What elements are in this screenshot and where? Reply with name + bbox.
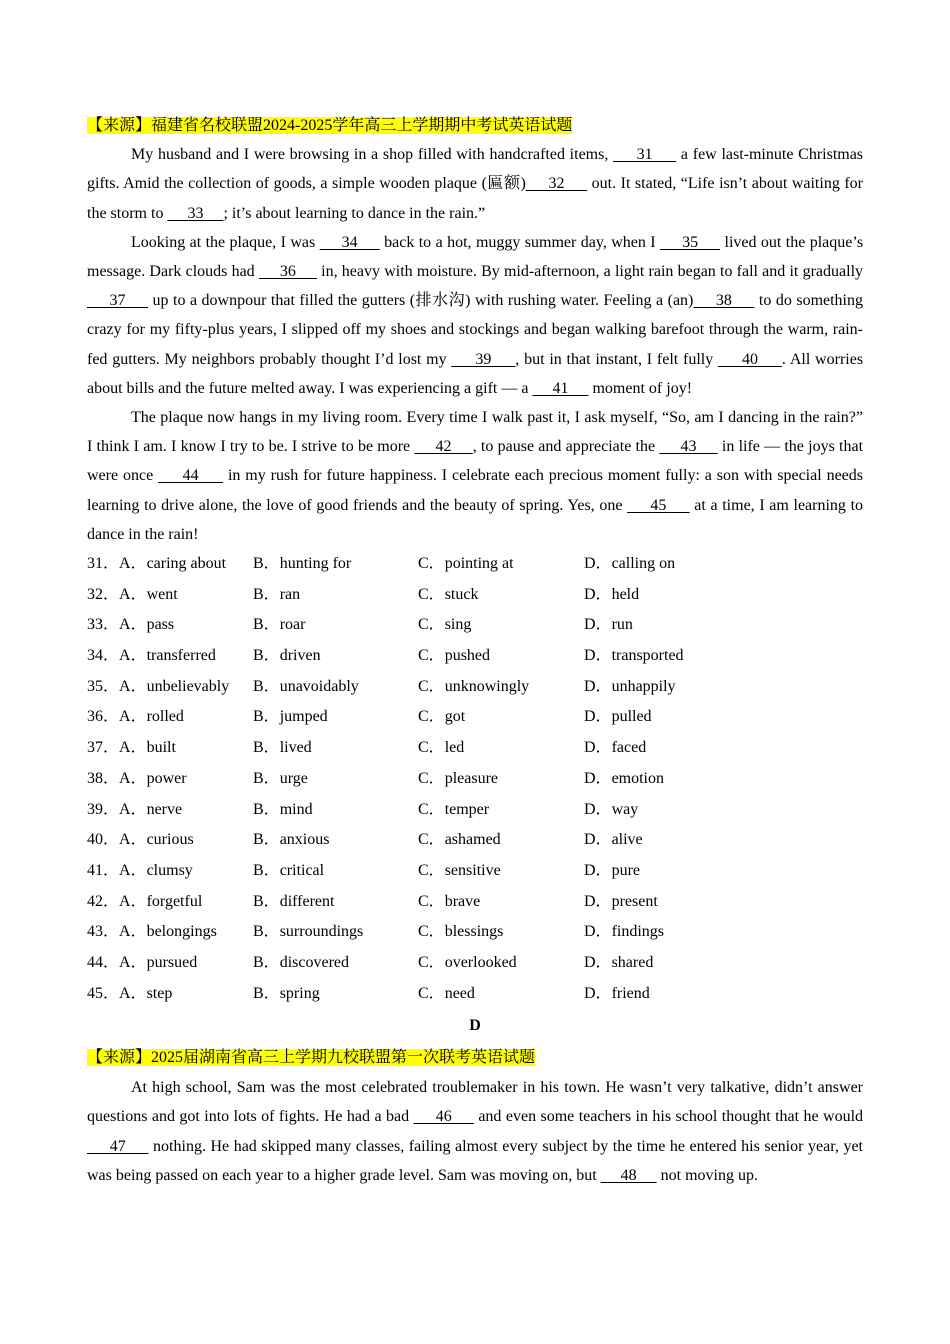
option-letter: C． (418, 585, 445, 603)
blank-38: 38 ​ (693, 292, 754, 309)
option-text: transferred (146, 647, 216, 665)
option-letter: D． (584, 585, 612, 603)
option-text: pass (146, 616, 175, 634)
option-text: temper (444, 800, 490, 818)
option-text: blessings (444, 923, 504, 941)
option-text: curious (146, 831, 194, 849)
blank-34: 34 ​ (320, 234, 380, 251)
option-b (253, 856, 418, 887)
option-letter: D． (584, 953, 612, 971)
paragraph-text: Looking at the plaque, I was (131, 233, 320, 251)
option-a (87, 610, 253, 641)
paragraph (87, 403, 863, 549)
option-text: present (611, 892, 658, 910)
option-letter: A． (119, 647, 147, 665)
blank-37: 37 ​ (87, 292, 148, 309)
blank-48: 48 ​ (601, 1167, 657, 1184)
option-text: way (611, 800, 639, 818)
option-letter: B． (253, 923, 280, 941)
option-text: anxious (279, 831, 330, 849)
option-d (584, 887, 863, 918)
option-b (253, 887, 418, 918)
blank-33: 33 ​ (167, 205, 223, 222)
question-number: 36． (87, 708, 120, 726)
option-b (253, 580, 418, 611)
option-letter: C． (418, 708, 445, 726)
option-letter: D． (584, 647, 612, 665)
option-letter: C． (418, 555, 445, 573)
question-number: 35． (87, 677, 120, 695)
option-c (418, 733, 584, 764)
option-text: pleasure (444, 769, 498, 787)
question-number: 31． (87, 555, 120, 573)
question-row (87, 917, 863, 948)
paragraph-text: lived out the plaque’s message. Dark clouds had (87, 233, 864, 281)
option-a (87, 887, 253, 918)
option-letter: D． (584, 739, 612, 757)
option-letter: C． (418, 800, 445, 818)
option-text: alive (611, 831, 643, 849)
option-text: pursued (146, 953, 198, 971)
option-letter: D． (584, 708, 612, 726)
option-text: step (146, 984, 173, 1002)
option-b (253, 672, 418, 703)
option-letter: A． (119, 555, 147, 573)
option-text: spring (279, 984, 320, 1002)
section-heading: D (469, 1017, 481, 1035)
option-d (584, 825, 863, 856)
option-letter: B． (253, 708, 280, 726)
option-text: jumped (279, 708, 328, 726)
question-number: 43． (87, 923, 120, 941)
paragraph-text: nothing. He had skipped many classes, failing almost every subject by the time he entered his senior year, yet was being passed on each year to a higher grade level. Sam was moving on, but (87, 1137, 863, 1184)
question-row (87, 733, 863, 764)
option-letter: D． (584, 769, 612, 787)
option-letter: D． (584, 984, 612, 1002)
option-d (584, 979, 863, 1010)
blank-44: 44 ​ (158, 467, 223, 484)
option-letter: A． (119, 769, 147, 787)
option-b (253, 979, 418, 1010)
option-text: overlooked (444, 953, 517, 971)
option-b (253, 549, 418, 580)
paragraph-text: moment of joy! (588, 379, 693, 397)
option-letter: B． (253, 861, 280, 879)
question-row (87, 887, 863, 918)
option-letter: C． (418, 953, 445, 971)
option-b (253, 764, 418, 795)
option-d (584, 672, 863, 703)
option-a (87, 549, 253, 580)
option-text: power (146, 769, 187, 787)
option-letter: B． (253, 585, 280, 603)
option-letter: D． (584, 923, 612, 941)
option-letter: B． (253, 953, 280, 971)
option-text: unknowingly (444, 677, 530, 695)
option-text: faced (611, 739, 647, 757)
option-letter: B． (253, 800, 280, 818)
blank-42: 42 ​ (414, 438, 472, 455)
option-text: emotion (611, 769, 664, 787)
option-letter: B． (253, 677, 280, 695)
option-text: driven (279, 647, 321, 665)
option-letter: B． (253, 647, 280, 665)
options-list (87, 549, 863, 1009)
option-a (87, 641, 253, 672)
paragraph-text: and even some teachers in his school thought that he would (473, 1108, 864, 1126)
option-text: built (146, 739, 176, 757)
paragraph-text: The plaque now hangs in my living room. Every time I walk past it, I ask myself, “So, am I dancing in the rain?” I think I am. I know I try to be. I strive to be more (87, 409, 863, 456)
option-a (87, 733, 253, 764)
question-number: 38． (87, 769, 120, 787)
paragraph (87, 1073, 863, 1190)
option-a (87, 979, 253, 1010)
paragraph-text: At high school, Sam was the most celebrated troublemaker in his town. He wasn’t very talkative, didn’t answer questions and got into lots of fights. He had a bad (87, 1079, 863, 1126)
option-d (584, 856, 863, 887)
option-text: friend (611, 984, 650, 1002)
paragraph-text: out. It stated, “Life isn’t about waiting for the storm to (87, 175, 864, 222)
option-a (87, 825, 253, 856)
option-letter: C． (418, 769, 445, 787)
question-number: 42． (87, 892, 120, 910)
passage-cloze (87, 140, 863, 549)
option-letter: D． (584, 555, 612, 573)
paragraph-text: in life — the joys that were once (87, 438, 864, 485)
option-c (418, 641, 584, 672)
option-text: led (444, 739, 465, 757)
paragraph-text: My husband and I were browsing in a shop filled with handcrafted items, (131, 146, 614, 164)
question-row (87, 641, 863, 672)
option-letter: A． (119, 861, 147, 879)
option-letter: D． (584, 831, 612, 849)
option-text: critical (279, 861, 325, 879)
option-letter: B． (253, 984, 280, 1002)
question-row (87, 580, 863, 611)
option-letter: C． (418, 677, 445, 695)
option-text: clumsy (146, 861, 193, 879)
option-b (253, 917, 418, 948)
question-row (87, 610, 863, 641)
paragraph (87, 228, 863, 403)
option-a (87, 856, 253, 887)
option-letter: A． (119, 585, 147, 603)
option-a (87, 702, 253, 733)
option-text: transported (611, 647, 684, 665)
option-text: pure (611, 861, 640, 879)
paragraph-text: at a time, I am learning to dance in the rain! (87, 496, 864, 543)
option-letter: A． (119, 616, 147, 634)
page-content (87, 111, 863, 1190)
option-text: held (611, 585, 640, 603)
option-a (87, 764, 253, 795)
option-text: caring about (146, 555, 227, 573)
question-number: 45． (87, 984, 120, 1002)
option-d (584, 549, 863, 580)
option-letter: C． (418, 923, 445, 941)
option-text: findings (611, 923, 665, 941)
option-letter: B． (253, 555, 280, 573)
option-text: surroundings (279, 923, 364, 941)
option-letter: C． (418, 647, 445, 665)
option-text: rolled (146, 708, 184, 726)
option-text: stuck (444, 585, 479, 603)
question-row (87, 979, 863, 1010)
option-letter: C． (418, 831, 445, 849)
option-letter: A． (119, 953, 147, 971)
option-text: hunting for (279, 555, 352, 573)
option-c (418, 948, 584, 979)
option-c (418, 795, 584, 826)
question-number: 32． (87, 585, 120, 603)
paragraph-text: ; it’s about learning to dance in the rain.” (223, 204, 486, 222)
question-row (87, 672, 863, 703)
option-letter: C． (418, 616, 445, 634)
option-text: nerve (146, 800, 183, 818)
source-line (87, 111, 863, 140)
option-text: mind (279, 800, 313, 818)
option-letter: D． (584, 800, 612, 818)
option-letter: A． (119, 923, 147, 941)
option-letter: C． (418, 892, 445, 910)
option-letter: C． (418, 861, 445, 879)
option-text: forgetful (146, 892, 203, 910)
paragraph (87, 140, 863, 228)
paragraph-text: in, heavy with moisture. By mid-afternoon, a light rain began to fall and it gradually (316, 263, 864, 281)
option-letter: D． (584, 861, 612, 879)
option-b (253, 795, 418, 826)
option-text: shared (611, 953, 654, 971)
option-d (584, 733, 863, 764)
option-text: pushed (444, 647, 491, 665)
question-row (87, 795, 863, 826)
option-d (584, 641, 863, 672)
option-text: pointing at (444, 555, 514, 573)
option-letter: D． (584, 677, 612, 695)
paragraph-text: in my rush for future happiness. I celebrate each precious moment fully: a son with special needs learning to drive alone, the love of good friends and the beauty of spring. Yes, one (87, 467, 863, 514)
option-text: unhappily (611, 677, 676, 695)
passage-d (87, 1073, 863, 1190)
option-letter: D． (584, 892, 612, 910)
blank-41: 41 ​ (532, 380, 588, 397)
blank-32: 32 ​ (526, 175, 587, 192)
source-highlight: 【来源】2025届湖南省高三上学期九校联盟第一次联考英语试题 (87, 1049, 536, 1067)
option-letter: C． (418, 984, 445, 1002)
option-text: unbelievably (146, 677, 230, 695)
option-b (253, 641, 418, 672)
option-text: calling on (611, 555, 676, 573)
option-text: sensitive (444, 861, 501, 879)
paragraph-text: a few last-minute Christmas gifts. Amid the collection of goods, a simple wooden plaque (匾额) (87, 146, 864, 193)
option-letter: A． (119, 708, 147, 726)
blank-47: 47 ​ (87, 1138, 149, 1155)
option-d (584, 917, 863, 948)
option-b (253, 733, 418, 764)
source-highlight: 【来源】福建省名校联盟2024-2025学年高三上学期期中考试英语试题 (87, 117, 573, 134)
option-c (418, 549, 584, 580)
option-b (253, 702, 418, 733)
question-row (87, 549, 863, 580)
blank-35: 35 ​ (660, 234, 720, 251)
option-text: brave (444, 892, 481, 910)
blank-40: 40 ​ (718, 351, 782, 368)
option-letter: B． (253, 769, 280, 787)
option-c (418, 825, 584, 856)
option-text: discovered (279, 953, 349, 971)
question-row (87, 702, 863, 733)
paragraph-text: up to a downpour that filled the gutters (排水沟) with rushing water. Feeling a (an) (148, 292, 694, 310)
option-text: went (146, 585, 178, 603)
option-a (87, 580, 253, 611)
paragraph-text: to do something crazy for my fifty-plus years, I slipped off my shoes and stockings and began walking barefoot through the warm, rain-fed gutters. My neighbors probably thought I’d lost my (87, 292, 863, 368)
option-c (418, 672, 584, 703)
option-letter: A． (119, 739, 147, 757)
option-text: belongings (146, 923, 217, 941)
option-text: lived (279, 739, 312, 757)
option-letter: B． (253, 831, 280, 849)
source-line (87, 1043, 863, 1073)
option-text: different (279, 892, 335, 910)
option-letter: B． (253, 739, 280, 757)
blank-45: 45 ​ (627, 497, 690, 514)
option-letter: B． (253, 616, 280, 634)
option-b (253, 948, 418, 979)
option-d (584, 948, 863, 979)
option-letter: A． (119, 831, 147, 849)
option-c (418, 764, 584, 795)
question-number: 41． (87, 861, 120, 879)
option-letter: A． (119, 677, 147, 695)
option-text: need (444, 984, 475, 1002)
option-text: got (444, 708, 466, 726)
option-a (87, 917, 253, 948)
option-letter: D． (584, 616, 612, 634)
option-text: run (611, 616, 633, 634)
option-a (87, 948, 253, 979)
question-number: 34． (87, 647, 120, 665)
paragraph-text: , but in that instant, I felt fully (515, 350, 719, 368)
option-a (87, 795, 253, 826)
blank-36: 36 ​ (259, 263, 317, 280)
question-number: 40． (87, 831, 120, 849)
question-number: 44． (87, 953, 120, 971)
option-d (584, 580, 863, 611)
option-letter: A． (119, 800, 147, 818)
blank-31: 31 ​ (613, 146, 676, 163)
option-a (87, 672, 253, 703)
blank-43: 43 ​ (659, 438, 717, 455)
question-number: 39． (87, 800, 120, 818)
option-d (584, 764, 863, 795)
blank-46: 46 ​ (414, 1108, 474, 1125)
option-text: ran (279, 585, 301, 603)
question-row (87, 764, 863, 795)
question-row (87, 948, 863, 979)
paragraph-text: back to a hot, muggy summer day, when I (379, 233, 661, 251)
option-c (418, 856, 584, 887)
option-c (418, 979, 584, 1010)
option-text: sing (444, 616, 472, 634)
option-b (253, 825, 418, 856)
question-row (87, 825, 863, 856)
option-letter: A． (119, 984, 147, 1002)
option-text: ashamed (444, 831, 501, 849)
option-c (418, 917, 584, 948)
option-letter: C． (418, 739, 445, 757)
option-b (253, 610, 418, 641)
question-row (87, 856, 863, 887)
question-number: 33． (87, 616, 120, 634)
option-d (584, 610, 863, 641)
paragraph-text: . All worries about bills and the future melted away. I was experiencing a gift — a (87, 350, 864, 397)
option-text: urge (279, 769, 308, 787)
paragraph-text: not moving up. (656, 1166, 758, 1184)
option-d (584, 702, 863, 733)
question-number: 37． (87, 739, 120, 757)
option-text: unavoidably (279, 677, 359, 695)
paragraph-text: , to pause and appreciate the (472, 438, 660, 456)
blank-39: 39 ​ (451, 351, 515, 368)
option-letter: A． (119, 892, 147, 910)
option-letter: B． (253, 892, 280, 910)
option-text: roar (279, 616, 306, 634)
option-c (418, 610, 584, 641)
option-c (418, 702, 584, 733)
option-c (418, 887, 584, 918)
option-text: pulled (611, 708, 652, 726)
option-d (584, 795, 863, 826)
option-c (418, 580, 584, 611)
